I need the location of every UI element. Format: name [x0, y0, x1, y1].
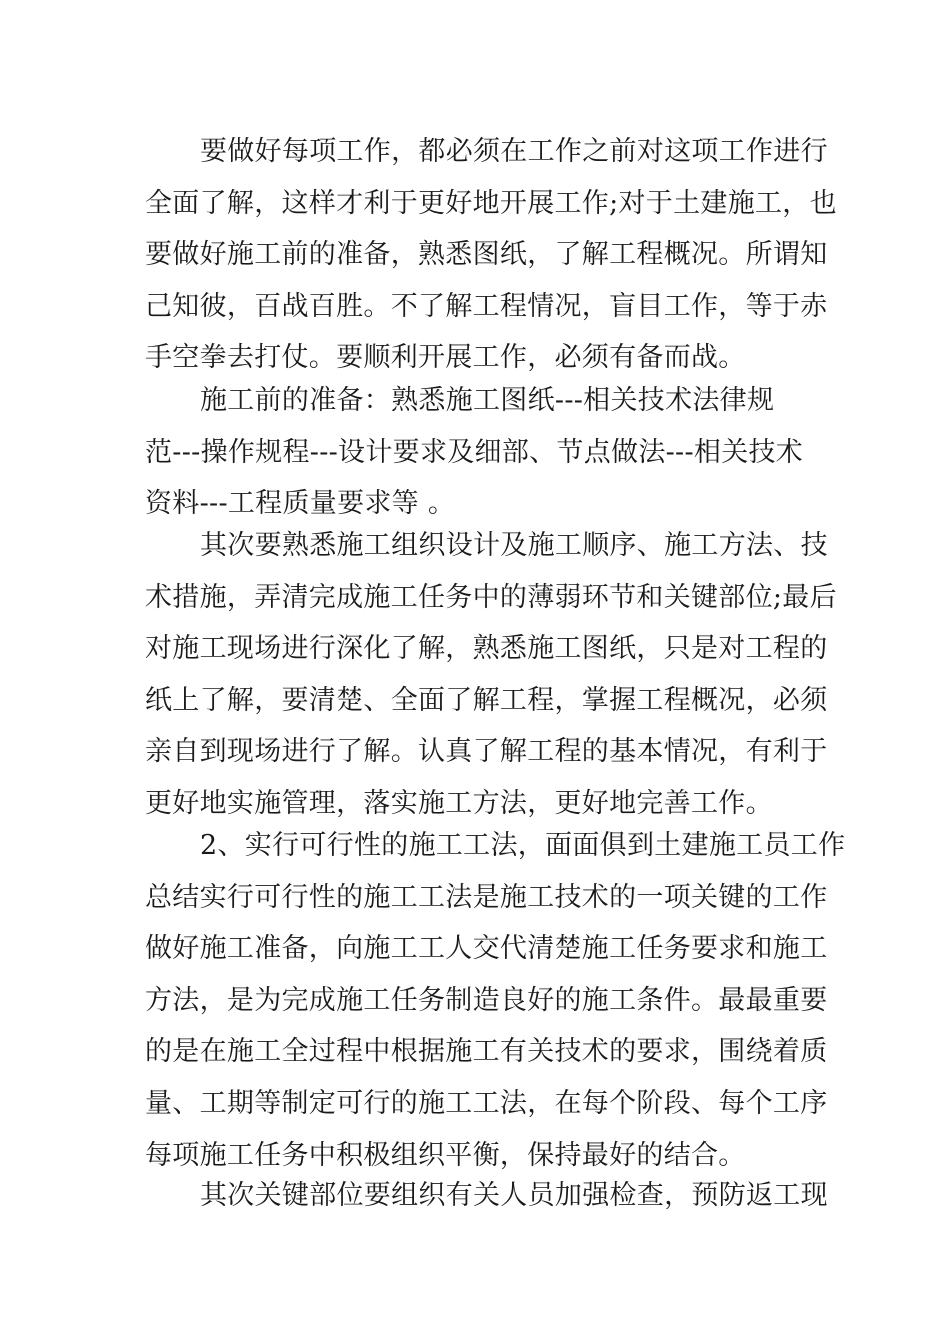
text-line: 方法，是为完成施工任务制造良好的施工条件。最最重要	[145, 984, 828, 1016]
text-line: 施工前的准备：熟悉施工图纸---相关技术法律规	[200, 385, 775, 416]
text-line: 资料---工程质量要求等 。	[145, 488, 456, 520]
paragraph-key-inspection	[145, 1170, 828, 1222]
text-line: 的是在施工全过程中根据施工有关技术的要求，围绕着质	[145, 1036, 828, 1068]
text-line: 量、工期等制定可行的施工工法，在每个阶段、每个工序	[145, 1087, 828, 1119]
text-line: 每项施工任务中积极组织平衡，保持最好的结合。	[145, 1139, 746, 1171]
paragraph-preparation-intro	[145, 126, 837, 384]
text-line: 术措施，弄清完成施工任务中的薄弱环节和关键部位;最后	[145, 581, 837, 613]
text-line: 其次关键部位要组织有关人员加强检查，预防返工现	[200, 1180, 828, 1211]
text-line: 全面了解，这样才利于更好地开展工作;对于土建施工，也	[145, 187, 837, 219]
text-line: 亲自到现场进行了解。认真了解工程的基本情况，有利于	[145, 736, 828, 768]
paragraph-preparation-list	[145, 375, 810, 530]
text-line: 总结实行可行性的施工工法是施工技术的一项关键的工作	[145, 881, 828, 913]
text-line: 要做好施工前的准备，熟悉图纸，了解工程概况。所谓知	[145, 239, 828, 271]
paragraph-section-2-method	[145, 820, 846, 1181]
text-line: 更好地实施管理，落实施工方法，更好地完善工作。	[145, 787, 773, 819]
text-line: 纸上了解，要清楚、全面了解工程，掌握工程概况，必须	[145, 684, 828, 716]
text-line: 范---操作规程---设计要求及细部、节点做法---相关技术	[145, 436, 804, 468]
text-line: 2、实行可行性的施工工法，面面俱到土建施工员工作	[200, 830, 846, 861]
text-line: 要做好每项工作，都必须在工作之前对这项工作进行	[200, 136, 828, 167]
text-line: 其次要熟悉施工组织设计及施工顺序、施工方法、技	[200, 530, 828, 561]
text-line: 对施工现场进行深化了解，熟悉施工图纸，只是对工程的	[145, 633, 828, 665]
paragraph-construction-organization	[145, 520, 837, 830]
text-line: 做好施工准备，向施工工人交代清楚施工任务要求和施工	[145, 933, 828, 965]
text-line: 己知彼，百战百胜。不了解工程情况，盲目工作，等于赤	[145, 290, 828, 322]
text-line: 手空拳去打仗。要顺利开展工作，必须有备而战。	[145, 342, 746, 374]
